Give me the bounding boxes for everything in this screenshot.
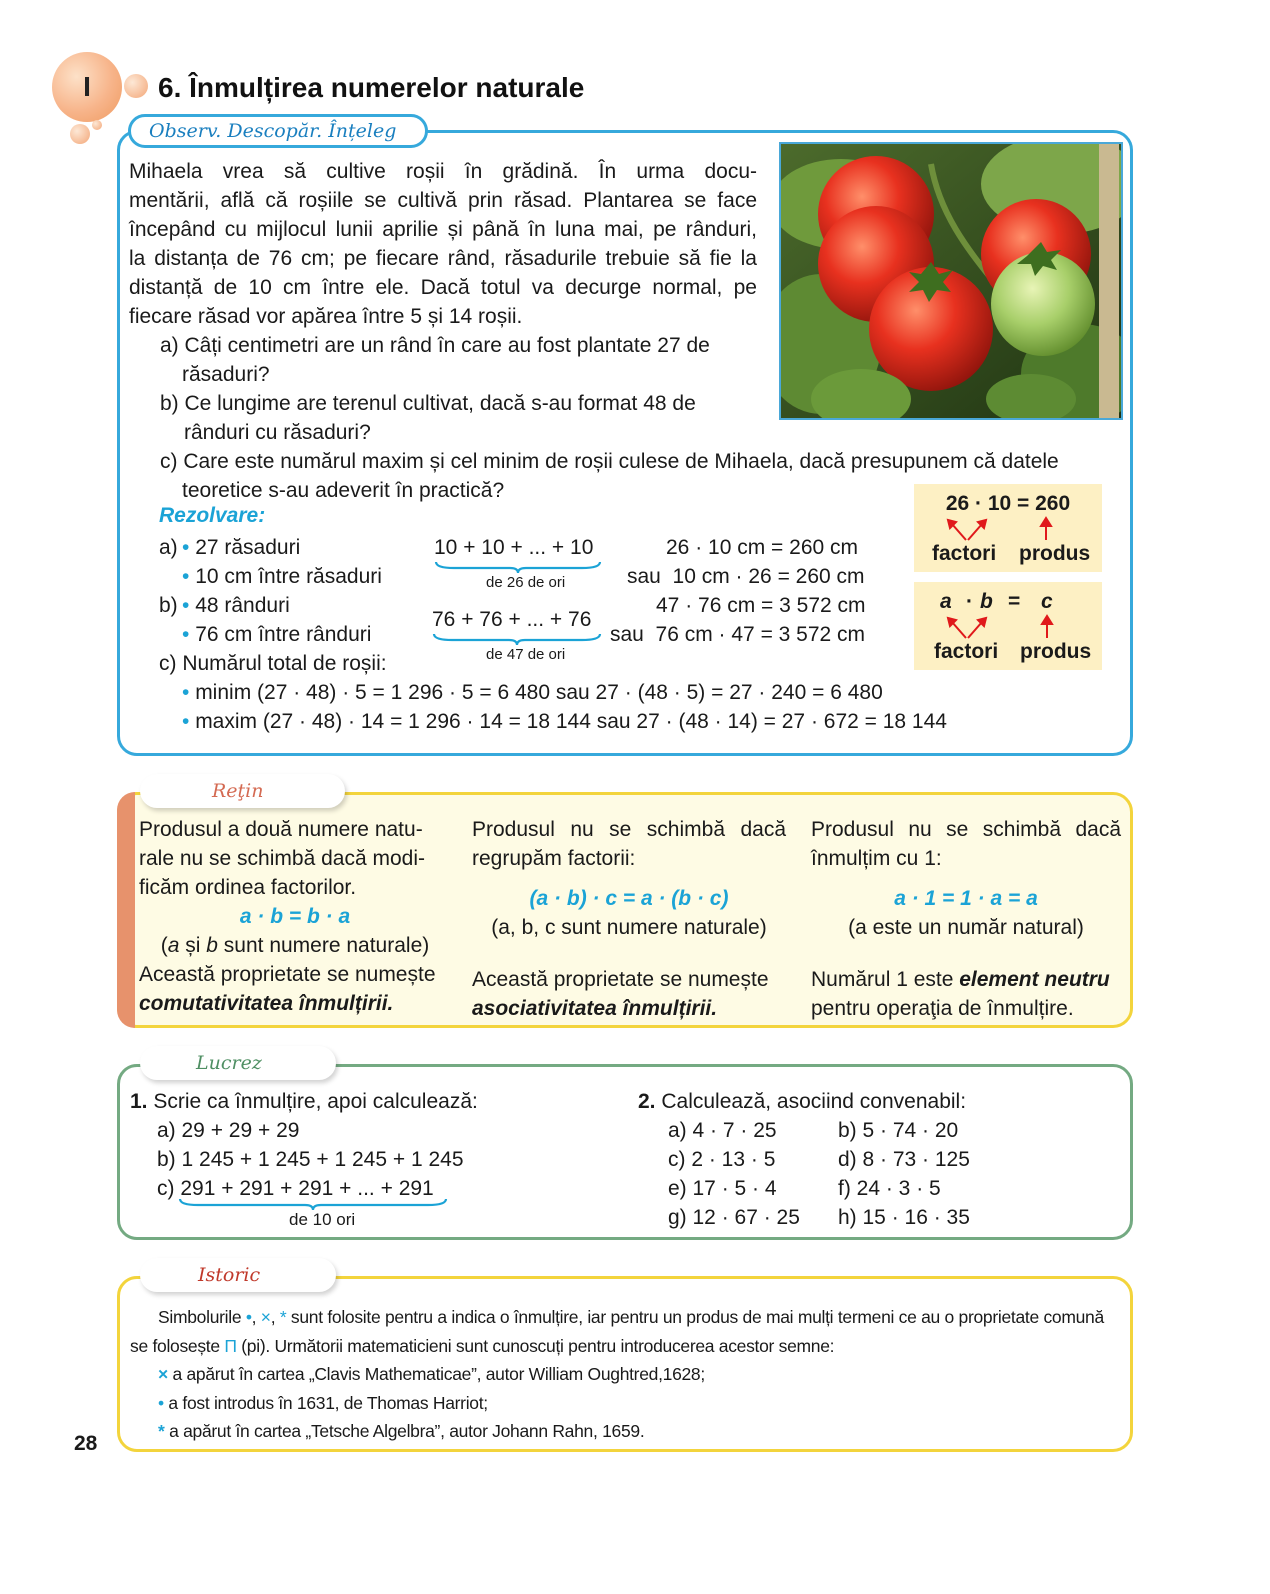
formula-box-general: a · b = c factori produs xyxy=(914,582,1102,670)
exercise-item: h) 15 · 16 · 35 xyxy=(838,1206,970,1229)
page-number: 28 xyxy=(74,1432,98,1455)
istoric-tab: Istoric xyxy=(140,1258,336,1292)
solution-a-item: • 27 răsaduri xyxy=(182,536,301,559)
question-b: b) Ce lungime are terenul cultivat, dacă s-au format 48 de rânduri cu răsaduri? xyxy=(160,392,696,444)
solution-b-calc: sau 76 cm · 47 = 3 572 cm xyxy=(610,623,866,646)
exercise-item: b) 5 · 74 · 20 xyxy=(838,1119,959,1142)
solution-c-label: c) Numărul total de roșii: xyxy=(159,652,387,675)
decorative-bubble xyxy=(70,124,90,144)
exercise-item: d) 8 · 73 · 125 xyxy=(838,1148,970,1171)
chapter-number: I xyxy=(83,71,91,102)
solution-b-item: • 48 rânduri xyxy=(182,594,290,617)
retin-tab: Reţin xyxy=(140,774,345,808)
note-associative: (a, b, c sunt numere naturale) xyxy=(491,916,767,939)
exercise-item: c) 2 · 13 · 5 xyxy=(668,1148,776,1171)
solution-a-calc: 26 · 10 cm = 260 cm xyxy=(666,536,859,559)
formula-commutative: a · b = b · a xyxy=(239,905,351,928)
exercise-1: 1. Scrie ca înmulțire, apoi calculează: a) 29 + 29 + 29 b) 1 245 + 1 245 + 1 245 + 1 245 c) 291 + 291 + 291 + ... + 291 xyxy=(130,1090,478,1200)
brace-a-note: de 26 de ori xyxy=(486,574,566,591)
solution-a-item: • 10 cm între răsaduri xyxy=(182,565,382,588)
page-title: 6. Înmulțirea numerelor naturale xyxy=(158,72,585,103)
decorative-bubble xyxy=(124,74,148,98)
formula-box-numeric: 26 · 10 = 260 factori produs xyxy=(914,484,1102,572)
observ-tab: Observ. Descopăr. Înțeleg xyxy=(128,114,428,148)
brace-a xyxy=(434,560,602,574)
exercise-item: e) 17 · 5 · 4 xyxy=(668,1177,777,1200)
solution-a-sum: 10 + 10 + ... + 10 xyxy=(434,536,594,559)
solution-b-label: b) xyxy=(159,594,178,617)
intro-line: fiecare răsad vor apărea între 5 și 14 roșii. xyxy=(129,305,523,328)
exercise-item: a) 4 · 7 · 25 xyxy=(668,1119,777,1142)
formula-associative: (a · b) · c = a · (b · c) xyxy=(529,887,729,910)
brace-ex1c-note: de 10 ori xyxy=(289,1210,356,1229)
intro-paragraph xyxy=(129,157,757,331)
question-c: c) Care este numărul maxim și cel minim de roșii culese de Mihaela, dacă presupunem că datele teoretice s-au adeverit în practică? xyxy=(160,450,1059,502)
formula-numeric: 26 · 10 = 260 xyxy=(945,492,1071,515)
note-neutral: (a este un număr natural) xyxy=(848,916,1084,939)
brace-ex1c xyxy=(178,1197,448,1211)
retin-column-commutative: Produsul a două numere natu- rale nu se schimbă dacă modi- ficăm ordinea factorilor. a · b = b · a (a și b sunt numere naturale) Această proprietate se numește comutativitatea înmulțirii. xyxy=(139,815,451,1018)
rezolvare-label: Rezolvare: xyxy=(159,504,266,527)
solution-a-calc: sau 10 cm · 26 = 260 cm xyxy=(627,565,865,588)
intro-line: mentării, află că roșiile se cultivă prin răsad. Plantarea se face xyxy=(129,189,757,212)
intro-line: la distanța de 76 cm; pe fiecare rând, răsadurile trebuie să fie la xyxy=(129,247,757,270)
solution-c-min: • minim (27 · 48) · 5 = 1 296 · 5 = 6 480 sau 27 · (48 · 5) = 27 · 240 = 6 480 xyxy=(182,681,883,704)
intro-line: distanță de 10 cm între ele. Dacă totul va decurge normal, pe xyxy=(129,276,757,299)
retin-column-neutral: Produsul nu se schimbă dacă înmulțim cu 1: a · 1 = 1 · a = a (a este un număr natural) Numărul 1 este element neutru pentru operaţia de înmulțire. xyxy=(811,818,1121,1020)
note-commutative: (a și b sunt numere naturale) xyxy=(160,934,430,957)
decorative-bubble xyxy=(92,120,102,130)
lucrez-tab: Lucrez xyxy=(140,1046,336,1080)
solution-b-calc: 47 · 76 cm = 3 572 cm xyxy=(656,594,866,617)
solution-b-sum: 76 + 76 + ... + 76 xyxy=(432,608,592,631)
intro-line: Mihaela vrea să cultive roșii în grădină. În urma docu- xyxy=(129,160,757,183)
brace-b-note: de 47 de ori xyxy=(486,646,566,663)
question-a: a) Câți centimetri are un rând în care au fost plantate 27 de răsaduri? xyxy=(160,334,710,386)
exercise-item: g) 12 · 67 · 25 xyxy=(668,1206,800,1229)
exercise-2-grid xyxy=(668,1116,1128,1232)
tomato-photo xyxy=(779,142,1123,420)
solution-c-max: • maxim (27 · 48) · 14 = 1 296 · 14 = 18 144 sau 27 · (48 · 14) = 27 · 672 = 18 144 xyxy=(182,710,947,733)
brace-b xyxy=(432,632,602,646)
solution-b-item: • 76 cm între rânduri xyxy=(182,623,372,646)
tomato-illustration xyxy=(781,144,1123,420)
istoric-text: Simbolurile •, ×, * sunt folosite pentru a indica o înmulțire, iar pentru un produs de mai mulți termeni ce au o proprietate comună se folosește Π (pi). Următorii matematicieni sunt cunoscuți pentru introducerea acestor semne: × a apărut în cartea „Clavis Mathematicae”, autor William Oughtred,1628; • a fost introdus în 1631, de Thomas Harriot; * a apărut în cartea „Tetsche Algelbra”, autor Johann Rahn, 1659. xyxy=(130,1307,1104,1441)
exercise-2: 2. Calculează, asociind convenabil: xyxy=(638,1090,967,1113)
chapter-badge xyxy=(52,52,122,122)
formula-neutral: a · 1 = 1 · a = a xyxy=(894,887,1038,910)
exercise-item: f) 24 · 3 · 5 xyxy=(838,1177,941,1200)
solution-a-label: a) xyxy=(159,536,178,559)
intro-line: începând cu mijlocul lunii aprilie și până în luna mai, pe rânduri, xyxy=(129,218,757,241)
retin-column-associative: Produsul nu se schimbă dacă regrupăm factorii: (a · b) · c = a · (b · c) (a, b, c sunt numere naturale) Această proprietate se numește asociativitatea înmulțirii. xyxy=(472,818,786,1020)
